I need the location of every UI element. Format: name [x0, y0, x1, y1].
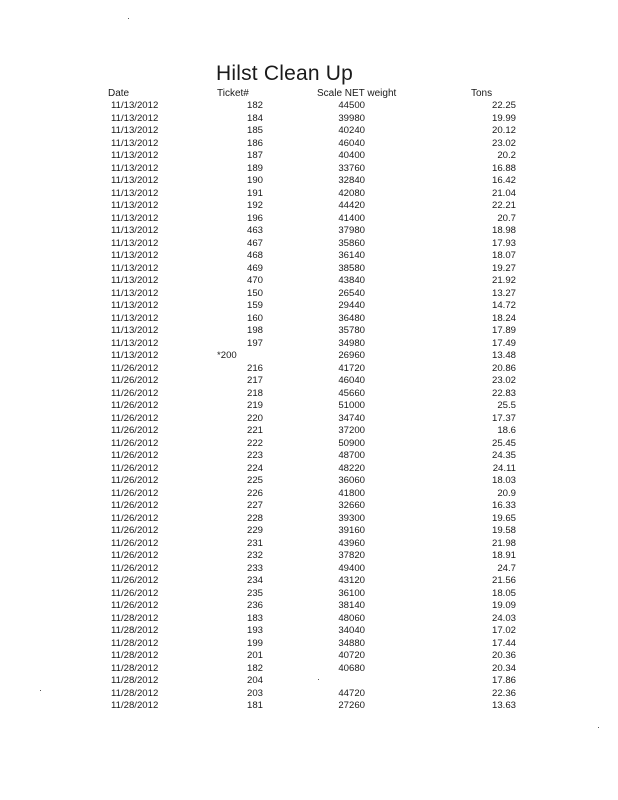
table-row — [0, 138, 618, 151]
cell-scale-net-weight: 39980 — [338, 112, 365, 124]
cell-scale-net-weight: 37200 — [338, 425, 365, 436]
table-row — [0, 238, 618, 251]
cell-scale-net-weight: 39160 — [338, 525, 365, 536]
cell-tons: 24.35 — [491, 450, 516, 461]
cell-tons: 18.05 — [491, 587, 516, 599]
cell-tons: 17.93 — [491, 237, 516, 249]
cell-tons: 24.7 — [497, 562, 516, 574]
cell-ticket: 217 — [246, 375, 263, 386]
cell-ticket: 159 — [246, 300, 263, 311]
cell-date: 11/26/2012 — [111, 362, 159, 374]
cell-tons: 20.34 — [491, 662, 516, 674]
cell-scale-net-weight: 40400 — [338, 150, 365, 161]
cell-tons: 18.98 — [491, 225, 516, 236]
cell-ticket: 236 — [246, 600, 263, 611]
cell-tons: 23.02 — [491, 137, 516, 149]
cell-ticket: 226 — [246, 487, 263, 499]
table-row — [0, 675, 618, 688]
cell-date: 11/13/2012 — [111, 237, 159, 249]
cell-ticket: 183 — [246, 612, 263, 624]
table-row — [0, 113, 618, 126]
table-row — [0, 100, 618, 113]
cell-date: 11/28/2012 — [111, 625, 159, 636]
cell-date: 11/13/2012 — [111, 162, 159, 174]
cell-tons: 20.7 — [497, 212, 516, 224]
cell-date: 11/28/2012 — [111, 612, 159, 624]
table-row — [0, 300, 618, 313]
weight-table-body — [0, 100, 618, 713]
cell-tons: 19.65 — [491, 512, 516, 524]
cell-date: 11/13/2012 — [111, 287, 159, 299]
table-row — [0, 400, 618, 413]
table-row — [0, 338, 618, 351]
table-row — [0, 200, 618, 213]
cell-date: 11/26/2012 — [111, 525, 159, 536]
cell-ticket: 232 — [246, 550, 263, 561]
table-row — [0, 613, 618, 626]
table-row — [0, 688, 618, 701]
cell-scale-net-weight: 34040 — [338, 625, 365, 636]
cell-ticket: 197 — [246, 337, 263, 349]
table-row — [0, 513, 618, 526]
cell-tons: 19.09 — [491, 600, 516, 611]
cell-ticket: 199 — [246, 637, 263, 649]
table-row — [0, 500, 618, 513]
cell-date: 11/26/2012 — [111, 375, 159, 386]
cell-scale-net-weight: 32660 — [338, 500, 365, 511]
cell-date: 11/13/2012 — [111, 275, 159, 286]
cell-ticket: 190 — [246, 175, 263, 186]
cell-ticket: 196 — [246, 212, 263, 224]
cell-scale-net-weight: 35780 — [338, 325, 365, 336]
cell-date: 11/13/2012 — [111, 312, 159, 324]
cell-date: 11/28/2012 — [111, 687, 159, 699]
cell-ticket: 223 — [246, 450, 263, 461]
table-row — [0, 425, 618, 438]
cell-scale-net-weight: 48700 — [338, 450, 365, 461]
table-row — [0, 550, 618, 563]
cell-date: 11/26/2012 — [111, 487, 159, 499]
cell-ticket: 182 — [246, 100, 263, 111]
cell-tons: 19.58 — [491, 525, 516, 536]
table-row — [0, 588, 618, 601]
cell-scale-net-weight: 46040 — [338, 375, 365, 386]
cell-tons: 24.03 — [491, 612, 516, 624]
cell-scale-net-weight: 40240 — [338, 125, 365, 136]
cell-scale-net-weight: 49400 — [338, 562, 365, 574]
table-row — [0, 638, 618, 651]
header-scale-net-weight: Scale NET weight — [317, 88, 397, 99]
cell-ticket: 189 — [246, 162, 263, 174]
table-row — [0, 463, 618, 476]
cell-tons: 17.86 — [491, 675, 516, 686]
cell-scale-net-weight: 44720 — [338, 687, 365, 699]
cell-tons: 22.83 — [491, 387, 516, 399]
cell-ticket: 225 — [246, 475, 263, 486]
cell-date: 11/26/2012 — [111, 425, 159, 436]
cell-scale-net-weight: 38140 — [338, 600, 365, 611]
cell-scale-net-weight: 48060 — [338, 612, 365, 624]
table-row — [0, 325, 618, 338]
table-row — [0, 563, 618, 576]
scan-speck — [318, 679, 319, 680]
cell-tons: 25.45 — [491, 437, 516, 449]
header-tons: Tons — [471, 88, 493, 99]
table-row — [0, 188, 618, 201]
cell-date: 11/26/2012 — [111, 512, 159, 524]
cell-date: 11/26/2012 — [111, 462, 159, 474]
cell-tons: 22.36 — [491, 687, 516, 699]
cell-date: 11/13/2012 — [111, 137, 159, 149]
cell-tons: 20.2 — [497, 150, 516, 161]
cell-date: 11/28/2012 — [111, 650, 159, 661]
cell-ticket: 234 — [246, 575, 263, 586]
cell-tons: 16.33 — [491, 500, 516, 511]
table-row — [0, 438, 618, 451]
cell-scale-net-weight: 40720 — [338, 650, 365, 661]
cell-scale-net-weight: 37820 — [338, 550, 365, 561]
table-row — [0, 625, 618, 638]
cell-date: 11/13/2012 — [111, 337, 159, 349]
cell-date: 11/28/2012 — [111, 637, 159, 649]
cell-ticket: 187 — [246, 150, 263, 161]
cell-date: 11/26/2012 — [111, 412, 159, 424]
cell-date: 11/28/2012 — [111, 700, 159, 711]
cell-ticket: 184 — [246, 112, 263, 124]
cell-ticket: 198 — [246, 325, 263, 336]
table-row — [0, 488, 618, 501]
cell-date: 11/26/2012 — [111, 600, 159, 611]
cell-ticket: 192 — [246, 200, 263, 211]
cell-scale-net-weight: 50900 — [338, 437, 365, 449]
cell-tons: 17.49 — [491, 337, 516, 349]
cell-tons: 19.27 — [491, 262, 516, 274]
table-row — [0, 313, 618, 326]
cell-ticket: 191 — [246, 187, 263, 199]
cell-tons: 21.92 — [491, 275, 516, 286]
cell-date: 11/13/2012 — [111, 100, 159, 111]
table-row — [0, 163, 618, 176]
cell-tons: 17.02 — [491, 625, 516, 636]
cell-date: 11/13/2012 — [111, 175, 159, 186]
table-row — [0, 213, 618, 226]
cell-ticket: 185 — [246, 125, 263, 136]
cell-date: 11/13/2012 — [111, 200, 159, 211]
cell-tons: 20.36 — [491, 650, 516, 661]
cell-ticket: 204 — [246, 675, 263, 686]
cell-date: 11/13/2012 — [111, 212, 159, 224]
table-row — [0, 288, 618, 301]
cell-scale-net-weight: 34740 — [338, 412, 365, 424]
scan-speck — [40, 690, 41, 691]
cell-date: 11/26/2012 — [111, 400, 159, 411]
table-row — [0, 450, 618, 463]
cell-scale-net-weight: 41720 — [338, 362, 365, 374]
cell-ticket: 220 — [246, 412, 263, 424]
table-row — [0, 263, 618, 276]
cell-date: 11/13/2012 — [111, 300, 159, 311]
cell-scale-net-weight: 41800 — [338, 487, 365, 499]
table-row — [0, 413, 618, 426]
cell-scale-net-weight: 32840 — [338, 175, 365, 186]
table-row — [0, 525, 618, 538]
cell-ticket: 193 — [246, 625, 263, 636]
table-row — [0, 700, 618, 713]
cell-scale-net-weight: 34880 — [338, 637, 365, 649]
cell-scale-net-weight: 43120 — [338, 575, 365, 586]
cell-scale-net-weight: 26960 — [338, 350, 365, 361]
cell-ticket: 227 — [246, 500, 263, 511]
cell-date: 11/26/2012 — [111, 575, 159, 586]
cell-ticket: 231 — [246, 537, 263, 549]
cell-ticket: 467 — [246, 237, 263, 249]
cell-date: 11/13/2012 — [111, 225, 159, 236]
table-row — [0, 125, 618, 138]
cell-date: 11/26/2012 — [111, 450, 159, 461]
cell-scale-net-weight: 27260 — [338, 700, 365, 711]
cell-tons: 23.02 — [491, 375, 516, 386]
cell-date: 11/26/2012 — [111, 537, 159, 549]
cell-tons: 16.42 — [491, 175, 516, 186]
cell-scale-net-weight: 36060 — [338, 475, 365, 486]
cell-scale-net-weight: 43960 — [338, 537, 365, 549]
cell-tons: 21.04 — [491, 187, 516, 199]
cell-tons: 17.44 — [491, 637, 516, 649]
cell-ticket: 203 — [246, 687, 263, 699]
cell-date: 11/13/2012 — [111, 325, 159, 336]
cell-tons: 17.37 — [491, 412, 516, 424]
cell-ticket: 218 — [246, 387, 263, 399]
cell-date: 11/28/2012 — [111, 675, 159, 686]
cell-ticket: *200 — [217, 350, 237, 361]
cell-date: 11/26/2012 — [111, 550, 159, 561]
cell-tons: 21.56 — [491, 575, 516, 586]
cell-ticket: 182 — [246, 662, 263, 674]
cell-scale-net-weight: 41400 — [338, 212, 365, 224]
cell-tons: 22.21 — [491, 200, 516, 211]
cell-ticket: 224 — [246, 462, 263, 474]
cell-date: 11/26/2012 — [111, 437, 159, 449]
cell-scale-net-weight: 44500 — [338, 100, 365, 111]
table-row — [0, 538, 618, 551]
cell-scale-net-weight: 39300 — [338, 512, 365, 524]
cell-ticket: 222 — [246, 437, 263, 449]
table-row — [0, 275, 618, 288]
cell-tons: 18.07 — [491, 250, 516, 261]
cell-scale-net-weight: 33760 — [338, 162, 365, 174]
cell-scale-net-weight: 51000 — [338, 400, 365, 411]
cell-scale-net-weight: 46040 — [338, 137, 365, 149]
cell-ticket: 160 — [246, 312, 263, 324]
cell-tons: 25.5 — [497, 400, 516, 411]
cell-scale-net-weight: 36100 — [338, 587, 365, 599]
table-row — [0, 375, 618, 388]
page-title: Hilst Clean Up — [216, 62, 354, 85]
cell-scale-net-weight: 26540 — [338, 287, 365, 299]
table-row — [0, 475, 618, 488]
cell-tons: 13.27 — [491, 287, 516, 299]
cell-tons: 18.91 — [491, 550, 516, 561]
cell-scale-net-weight: 42080 — [338, 187, 365, 199]
cell-tons: 13.63 — [491, 700, 516, 711]
cell-tons: 18.03 — [491, 475, 516, 486]
table-row — [0, 600, 618, 613]
cell-ticket: 233 — [246, 562, 263, 574]
cell-ticket: 186 — [246, 137, 263, 149]
cell-scale-net-weight: 36140 — [338, 250, 365, 261]
cell-date: 11/13/2012 — [111, 262, 159, 274]
cell-ticket: 469 — [246, 262, 263, 274]
header-date: Date — [108, 88, 130, 99]
cell-tons: 17.89 — [491, 325, 516, 336]
cell-scale-net-weight: 36480 — [338, 312, 365, 324]
header-ticket: Ticket# — [217, 88, 249, 99]
table-row — [0, 575, 618, 588]
cell-date: 11/26/2012 — [111, 387, 159, 399]
cell-ticket: 219 — [246, 400, 263, 411]
cell-date: 11/13/2012 — [111, 187, 159, 199]
table-row — [0, 363, 618, 376]
cell-date: 11/26/2012 — [111, 500, 159, 511]
cell-tons: 20.86 — [491, 362, 516, 374]
cell-tons: 22.25 — [491, 100, 516, 111]
cell-date: 11/13/2012 — [111, 112, 159, 124]
cell-tons: 13.48 — [491, 350, 516, 361]
cell-ticket: 150 — [246, 287, 263, 299]
table-row — [0, 225, 618, 238]
cell-ticket: 229 — [246, 525, 263, 536]
cell-ticket: 470 — [246, 275, 263, 286]
cell-date: 11/26/2012 — [111, 587, 159, 599]
cell-ticket: 235 — [246, 587, 263, 599]
cell-scale-net-weight: 37980 — [338, 225, 365, 236]
cell-ticket: 181 — [246, 700, 263, 711]
cell-ticket: 201 — [246, 650, 263, 661]
cell-tons: 14.72 — [491, 300, 516, 311]
cell-ticket: 221 — [246, 425, 263, 436]
table-row — [0, 150, 618, 163]
cell-tons: 16.88 — [491, 162, 516, 174]
cell-scale-net-weight: 45660 — [338, 387, 365, 399]
cell-date: 11/26/2012 — [111, 562, 159, 574]
cell-tons: 18.24 — [491, 312, 516, 324]
cell-ticket: 463 — [246, 225, 263, 236]
table-row — [0, 388, 618, 401]
table-row — [0, 350, 618, 363]
cell-date: 11/13/2012 — [111, 150, 159, 161]
cell-scale-net-weight: 38580 — [338, 262, 365, 274]
scan-speck — [128, 18, 129, 19]
cell-date: 11/13/2012 — [111, 350, 159, 361]
cell-scale-net-weight: 35860 — [338, 237, 365, 249]
table-row — [0, 175, 618, 188]
cell-scale-net-weight: 44420 — [338, 200, 365, 211]
cell-scale-net-weight: 29440 — [338, 300, 365, 311]
cell-date: 11/13/2012 — [111, 125, 159, 136]
cell-scale-net-weight: 43840 — [338, 275, 365, 286]
cell-date: 11/26/2012 — [111, 475, 159, 486]
cell-tons: 21.98 — [491, 537, 516, 549]
table-row — [0, 663, 618, 676]
cell-scale-net-weight: 34980 — [338, 337, 365, 349]
table-row — [0, 250, 618, 263]
cell-tons: 20.9 — [497, 487, 516, 499]
cell-ticket: 468 — [246, 250, 263, 261]
cell-tons: 19.99 — [491, 112, 516, 124]
cell-date: 11/13/2012 — [111, 250, 159, 261]
cell-tons: 24.11 — [492, 462, 516, 474]
cell-scale-net-weight: 48220 — [338, 462, 365, 474]
cell-ticket: 216 — [246, 362, 263, 374]
scan-speck — [598, 727, 599, 728]
cell-tons: 18.6 — [497, 425, 516, 436]
cell-ticket: 228 — [246, 512, 263, 524]
cell-scale-net-weight: 40680 — [338, 662, 365, 674]
cell-date: 11/28/2012 — [111, 662, 159, 674]
table-row — [0, 650, 618, 663]
cell-tons: 20.12 — [491, 125, 516, 136]
